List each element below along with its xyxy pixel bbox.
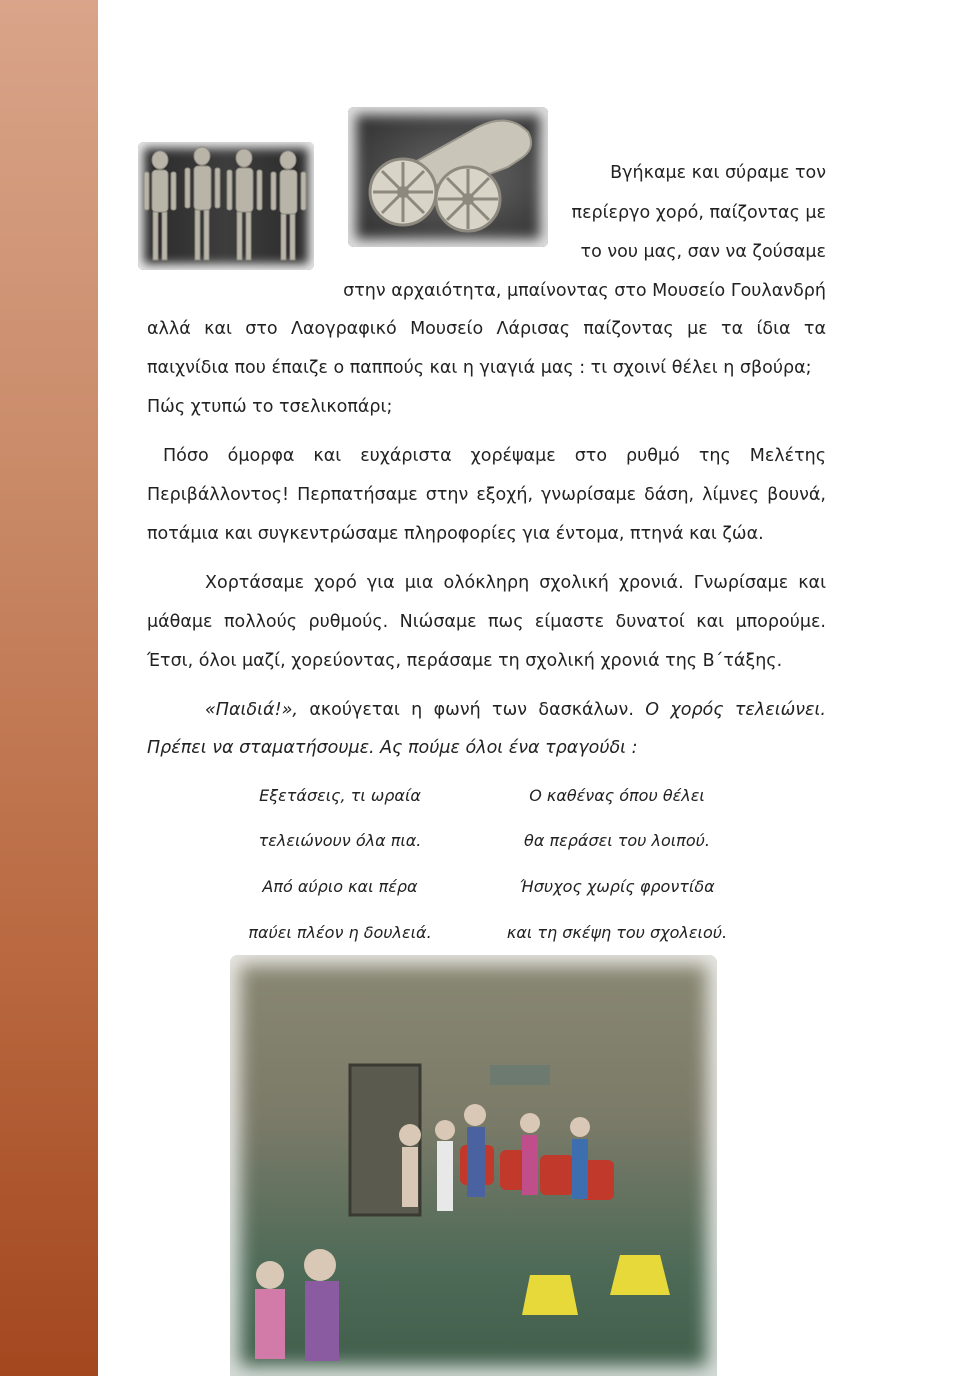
- poem-right-line2: θα περάσει του λοιπού.: [524, 831, 710, 850]
- teachers-call-rest: ακούγεται η φωνή των δασκάλων.: [309, 700, 646, 720]
- teachers-call: «Παιδιά!»,: [205, 700, 298, 720]
- poem-left-line2: τελειώνουν όλα πια.: [258, 831, 422, 850]
- paragraph3-line1: Χορτάσαμε χορό για μια ολόκληρη σχολική χρονιά. Γνωρίσαμε και: [205, 573, 826, 593]
- poem-right-line1: Ο καθένας όπου θέλει: [529, 786, 705, 805]
- poem-right-line3: Ήσυχος χωρίς φροντίδα: [519, 877, 715, 896]
- paragraph1-line4: στην αρχαιότητα, μπαίνοντας στο Μουσείο Γουλανδρή: [343, 281, 826, 301]
- decorative-side-bar: [0, 0, 98, 1376]
- paragraph4-line2: Πρέπει να σταματήσουμε. Ας πούμε όλοι ένα τραγούδι :: [147, 738, 638, 758]
- paragraph1-line7: Πώς χτυπώ το τσελικοπάρι;: [147, 397, 393, 417]
- poem-left-line4: παύει πλέον η δουλειά.: [248, 923, 432, 942]
- ancient-figurines-photo: [138, 142, 314, 270]
- paragraph2-line2: Περιβάλλοντος! Περπατήσαμε στην εξοχή, γνωρίσαμε δάση, λίμνες βουνά,: [147, 485, 826, 505]
- paragraph4-line1: [205, 699, 826, 721]
- paragraph2-line1: Πόσο όμορφα και ευχάριστα χορέψαμε στο ρυθμό της Μελέτης: [163, 446, 826, 466]
- children-at-swimming-pool-photo: [230, 955, 717, 1376]
- poem-right-line4: και τη σκέψη του σχολειού.: [506, 923, 728, 942]
- paragraph1-line1: Βγήκαμε και σύραμε τον: [610, 163, 826, 183]
- paragraph2-line3: ποτάμια και συγκεντρώσαμε πληροφορίες για έντομα, πτηνά και ζώα.: [147, 524, 764, 544]
- paragraph1-line3: το νου μας, σαν να ζούσαμε: [580, 242, 826, 262]
- paragraph1-line6: παιχνίδια που έπαιζε ο παππούς και η γιαγιά μας : τι σχοινί θέλει η σβούρα;: [147, 358, 812, 378]
- poem-left-line3: Από αύριο και πέρα: [262, 877, 418, 896]
- paragraph3-line2: μάθαμε πολλούς ρυθμούς. Νιώσαμε πως είμαστε δυνατοί και μπορούμε.: [147, 612, 826, 632]
- ancient-toy-chariot-photo: [348, 107, 548, 247]
- poem-left-line1: Εξετάσεις, τι ωραία: [259, 786, 421, 805]
- paragraph1-line5: αλλά και στο Λαογραφικό Μουσείο Λάρισας παίζοντας με τα ίδια τα: [147, 319, 826, 339]
- paragraph3-line3: Έτσι, όλοι μαζί, χορεύοντας, περάσαμε τη σχολική χρονιά της Β΄τάξης.: [147, 651, 783, 671]
- dance-ends-phrase: Ο χορός τελειώνει.: [645, 700, 826, 720]
- paragraph1-line2: περίεργο χορό, παίζοντας με: [571, 203, 826, 223]
